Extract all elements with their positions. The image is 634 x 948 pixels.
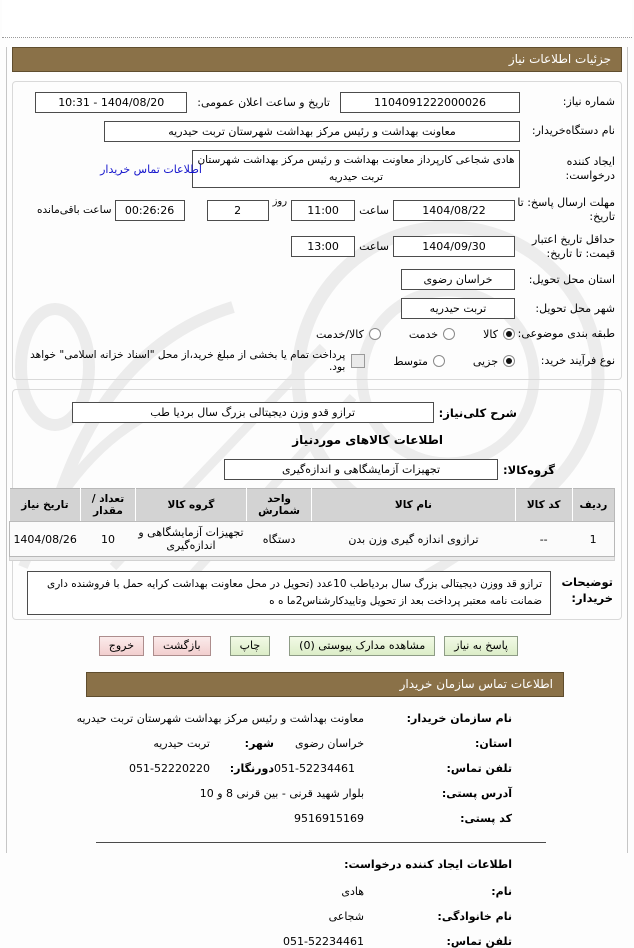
contact-fax-value: 051-52220220 — [129, 762, 210, 776]
radio-goods-service-label: کالا/خدمت — [316, 327, 364, 341]
cell-date: 1404/08/26 — [10, 522, 81, 557]
requester-field[interactable]: هادی شجاعی کارپرداز معاونت بهداشت و رئیس مرکز بهداشت شهرستان تربت حیدریه — [192, 150, 520, 188]
notes-field[interactable]: ترازو قد ووزن دیجیتالی بزرگ سال بردیاطب 10عدد (تحویل در محل معاونت بهداشت کرایه حمل با فروشنده داری ضمانت نامه معتبر پرداخت بعد از تحویل وتاییدکارشناس2ما ه ه — [27, 571, 551, 615]
province-field[interactable]: خراسان رضوی — [401, 269, 515, 290]
radio-goods-label: کالا — [483, 327, 498, 341]
buyer-org-field[interactable]: معاونت بهداشت و رئیس مرکز بهداشت شهرستان تربت حیدریه — [104, 121, 520, 142]
address-value: بلوار شهید قرنی - بین قرنی 8 و 10 — [199, 787, 364, 801]
deadline-hour-label: ساعت — [359, 203, 389, 217]
col-row: ردیف — [572, 489, 614, 522]
contact-phone-value: 051-52234461 — [274, 762, 355, 776]
table-scroll-strip[interactable] — [9, 557, 615, 561]
deadline-days-label: روز — [272, 196, 288, 207]
col-name: نام کالا — [312, 489, 515, 522]
col-date: تاریخ نیاز — [10, 489, 81, 522]
items-table — [9, 488, 615, 557]
creator-family-label: نام خانوادگی: — [437, 910, 512, 924]
need-info-panel — [12, 81, 622, 380]
radio-service-label: خدمت — [408, 327, 439, 341]
postal-label: کد پستی: — [460, 812, 512, 826]
group-field[interactable]: تجهیزات آزمایشگاهی و اندازه‌گیری — [224, 459, 498, 480]
creator-name-value: هادی — [341, 885, 364, 899]
creator-section-title: اطلاعات ایجاد کننده درخواست: — [344, 858, 512, 872]
creator-name-row — [12, 885, 622, 898]
requester-row — [19, 150, 615, 188]
treasury-checkbox[interactable] — [351, 354, 365, 368]
remaining-label: ساعت باقی‌مانده — [37, 204, 112, 217]
cell-name: ترازوی اندازه گیری وزن بدن — [312, 522, 515, 557]
section-header-need-details — [12, 47, 622, 72]
back-button[interactable]: بازگشت — [153, 636, 211, 656]
table-row[interactable] — [10, 522, 615, 557]
section-header-contact — [86, 672, 564, 697]
creator-phone-label: تلفن تماس: — [446, 935, 512, 948]
buyer-org-row — [19, 121, 615, 142]
contact-fax-label: دورنگار: — [229, 762, 274, 776]
city-row — [19, 298, 615, 319]
deadline-date-field[interactable]: 1404/08/22 — [393, 200, 515, 221]
contact-phone-label: تلفن تماس: — [446, 762, 512, 776]
need-desc-label: شرح کلی‌نیاز: — [438, 405, 517, 420]
contact-section — [12, 712, 622, 948]
deadline-time-field[interactable]: 11:00 — [291, 200, 355, 221]
remaining-time-field[interactable]: 00:26:26 — [115, 200, 185, 221]
org-value: معاونت بهداشت و رئیس مرکز بهداشت شهرستان تربت حیدریه — [76, 712, 364, 726]
cell-unit: دستگاه — [246, 522, 311, 557]
validity-label: حداقل تاریخ اعتبار قیمت: تا تاریخ: — [531, 232, 615, 260]
radio-medium[interactable] — [433, 355, 445, 367]
items-panel — [12, 389, 622, 620]
action-buttons — [12, 636, 518, 656]
notes-label: توضیحات خریدار: — [561, 575, 613, 605]
announce-label: تاریخ و ساعت اعلان عمومی: — [197, 96, 330, 109]
items-table-header — [10, 489, 615, 522]
exit-button[interactable]: خروج — [99, 636, 144, 656]
process-row — [19, 349, 615, 373]
col-group: گروه کالا — [136, 489, 247, 522]
creator-phone-row — [12, 935, 622, 948]
cell-row: 1 — [572, 522, 614, 557]
creator-family-value: شجاعی — [328, 910, 364, 924]
postal-row — [12, 812, 622, 825]
col-code: کد کالا — [515, 489, 572, 522]
contact-province-label: استان: — [475, 737, 512, 751]
contact-section-title: اطلاعات تماس سازمان خریدار — [399, 677, 553, 692]
radio-service[interactable] — [443, 328, 455, 340]
classification-label: طبقه بندی موضوعی: — [517, 327, 615, 341]
process-label: نوع فرآیند خرید: — [540, 354, 615, 368]
need-number-field[interactable]: 1104091222000026 — [340, 92, 520, 113]
deadline-row — [19, 196, 615, 225]
province-label: استان محل تحویل: — [528, 272, 615, 286]
classification-row — [19, 327, 615, 341]
creator-family-row — [12, 910, 622, 923]
need-number-row — [19, 92, 615, 113]
validity-row — [19, 233, 615, 262]
phone-fax-row — [12, 762, 622, 775]
creator-phone-value: 051-52234461 — [283, 935, 364, 948]
need-number-label: شماره نیاز: — [562, 95, 615, 109]
treasury-checkbox-label: پرداخت تمام یا بخشی از مبلغ خرید،از محل "اسناد خزانه اسلامی" خواهد بود. — [30, 349, 346, 374]
address-row — [12, 787, 622, 800]
contact-city-label: شهر: — [244, 737, 274, 751]
province-row — [19, 269, 615, 290]
print-button[interactable]: چاپ — [230, 636, 271, 656]
province-city-row — [12, 737, 622, 750]
view-attachments-button[interactable]: مشاهده مدارک پیوستی (0) — [289, 636, 435, 656]
page-frame — [6, 47, 628, 948]
radio-goods[interactable] — [503, 328, 515, 340]
top-strip — [2, 0, 632, 38]
org-label: نام سازمان خریدار: — [406, 712, 512, 726]
announce-field[interactable]: 1404/08/20 - 10:31 — [35, 92, 187, 113]
respond-button[interactable]: پاسخ به نیاز — [444, 636, 518, 656]
group-label: گروه‌کالا: — [503, 462, 555, 477]
creator-name-label: نام: — [491, 885, 512, 899]
validity-date-field[interactable]: 1404/09/30 — [393, 236, 515, 257]
buyer-contact-link[interactable]: اطلاعات تماس خریدار — [100, 162, 202, 176]
cell-quantity: 10 — [80, 522, 135, 557]
deadline-days-field[interactable]: 2 — [207, 200, 269, 221]
buyer-org-label: نام دستگاه‌خریدار: — [531, 124, 615, 138]
radio-goods-service[interactable] — [369, 328, 381, 340]
notes-row — [19, 571, 613, 615]
address-label: آدرس پستی: — [441, 787, 512, 801]
deadline-label: مهلت ارسال پاسخ: تا تاریخ: — [517, 196, 615, 224]
contact-province-value: خراسان رضوی — [294, 737, 364, 751]
section-title: جزئیات اطلاعات نیاز — [508, 52, 611, 66]
postal-value: 9516915169 — [294, 812, 364, 826]
col-unit: واحد شمارش — [246, 489, 311, 522]
org-row — [12, 712, 622, 725]
need-desc-field[interactable]: ترازو قدو وزن دیجیتالی بزرگ سال بردیا طب — [72, 402, 434, 423]
items-section-title: اطلاعات کالاهای موردنیاز — [292, 433, 443, 448]
validity-time-field[interactable]: 13:00 — [291, 236, 355, 257]
city-field[interactable]: تربت حیدریه — [401, 298, 515, 319]
divider-line — [96, 842, 546, 843]
validity-hour-label: ساعت — [359, 240, 389, 254]
cell-group: تجهیزات آزمایشگاهی و اندازه‌گیری — [136, 522, 247, 557]
group-row — [19, 459, 555, 480]
col-quantity: تعداد / مقدار — [80, 489, 135, 522]
need-desc-row — [19, 402, 517, 423]
cell-code: -- — [515, 522, 572, 557]
contact-city-value: تربت حیدریه — [153, 737, 210, 751]
requester-label: ایجاد کننده درخواست: — [565, 154, 615, 182]
radio-partial[interactable] — [503, 355, 515, 367]
radio-medium-label: متوسط — [393, 354, 428, 368]
city-label: شهر محل تحویل: — [535, 301, 615, 315]
radio-partial-label: جزیی — [472, 354, 498, 368]
